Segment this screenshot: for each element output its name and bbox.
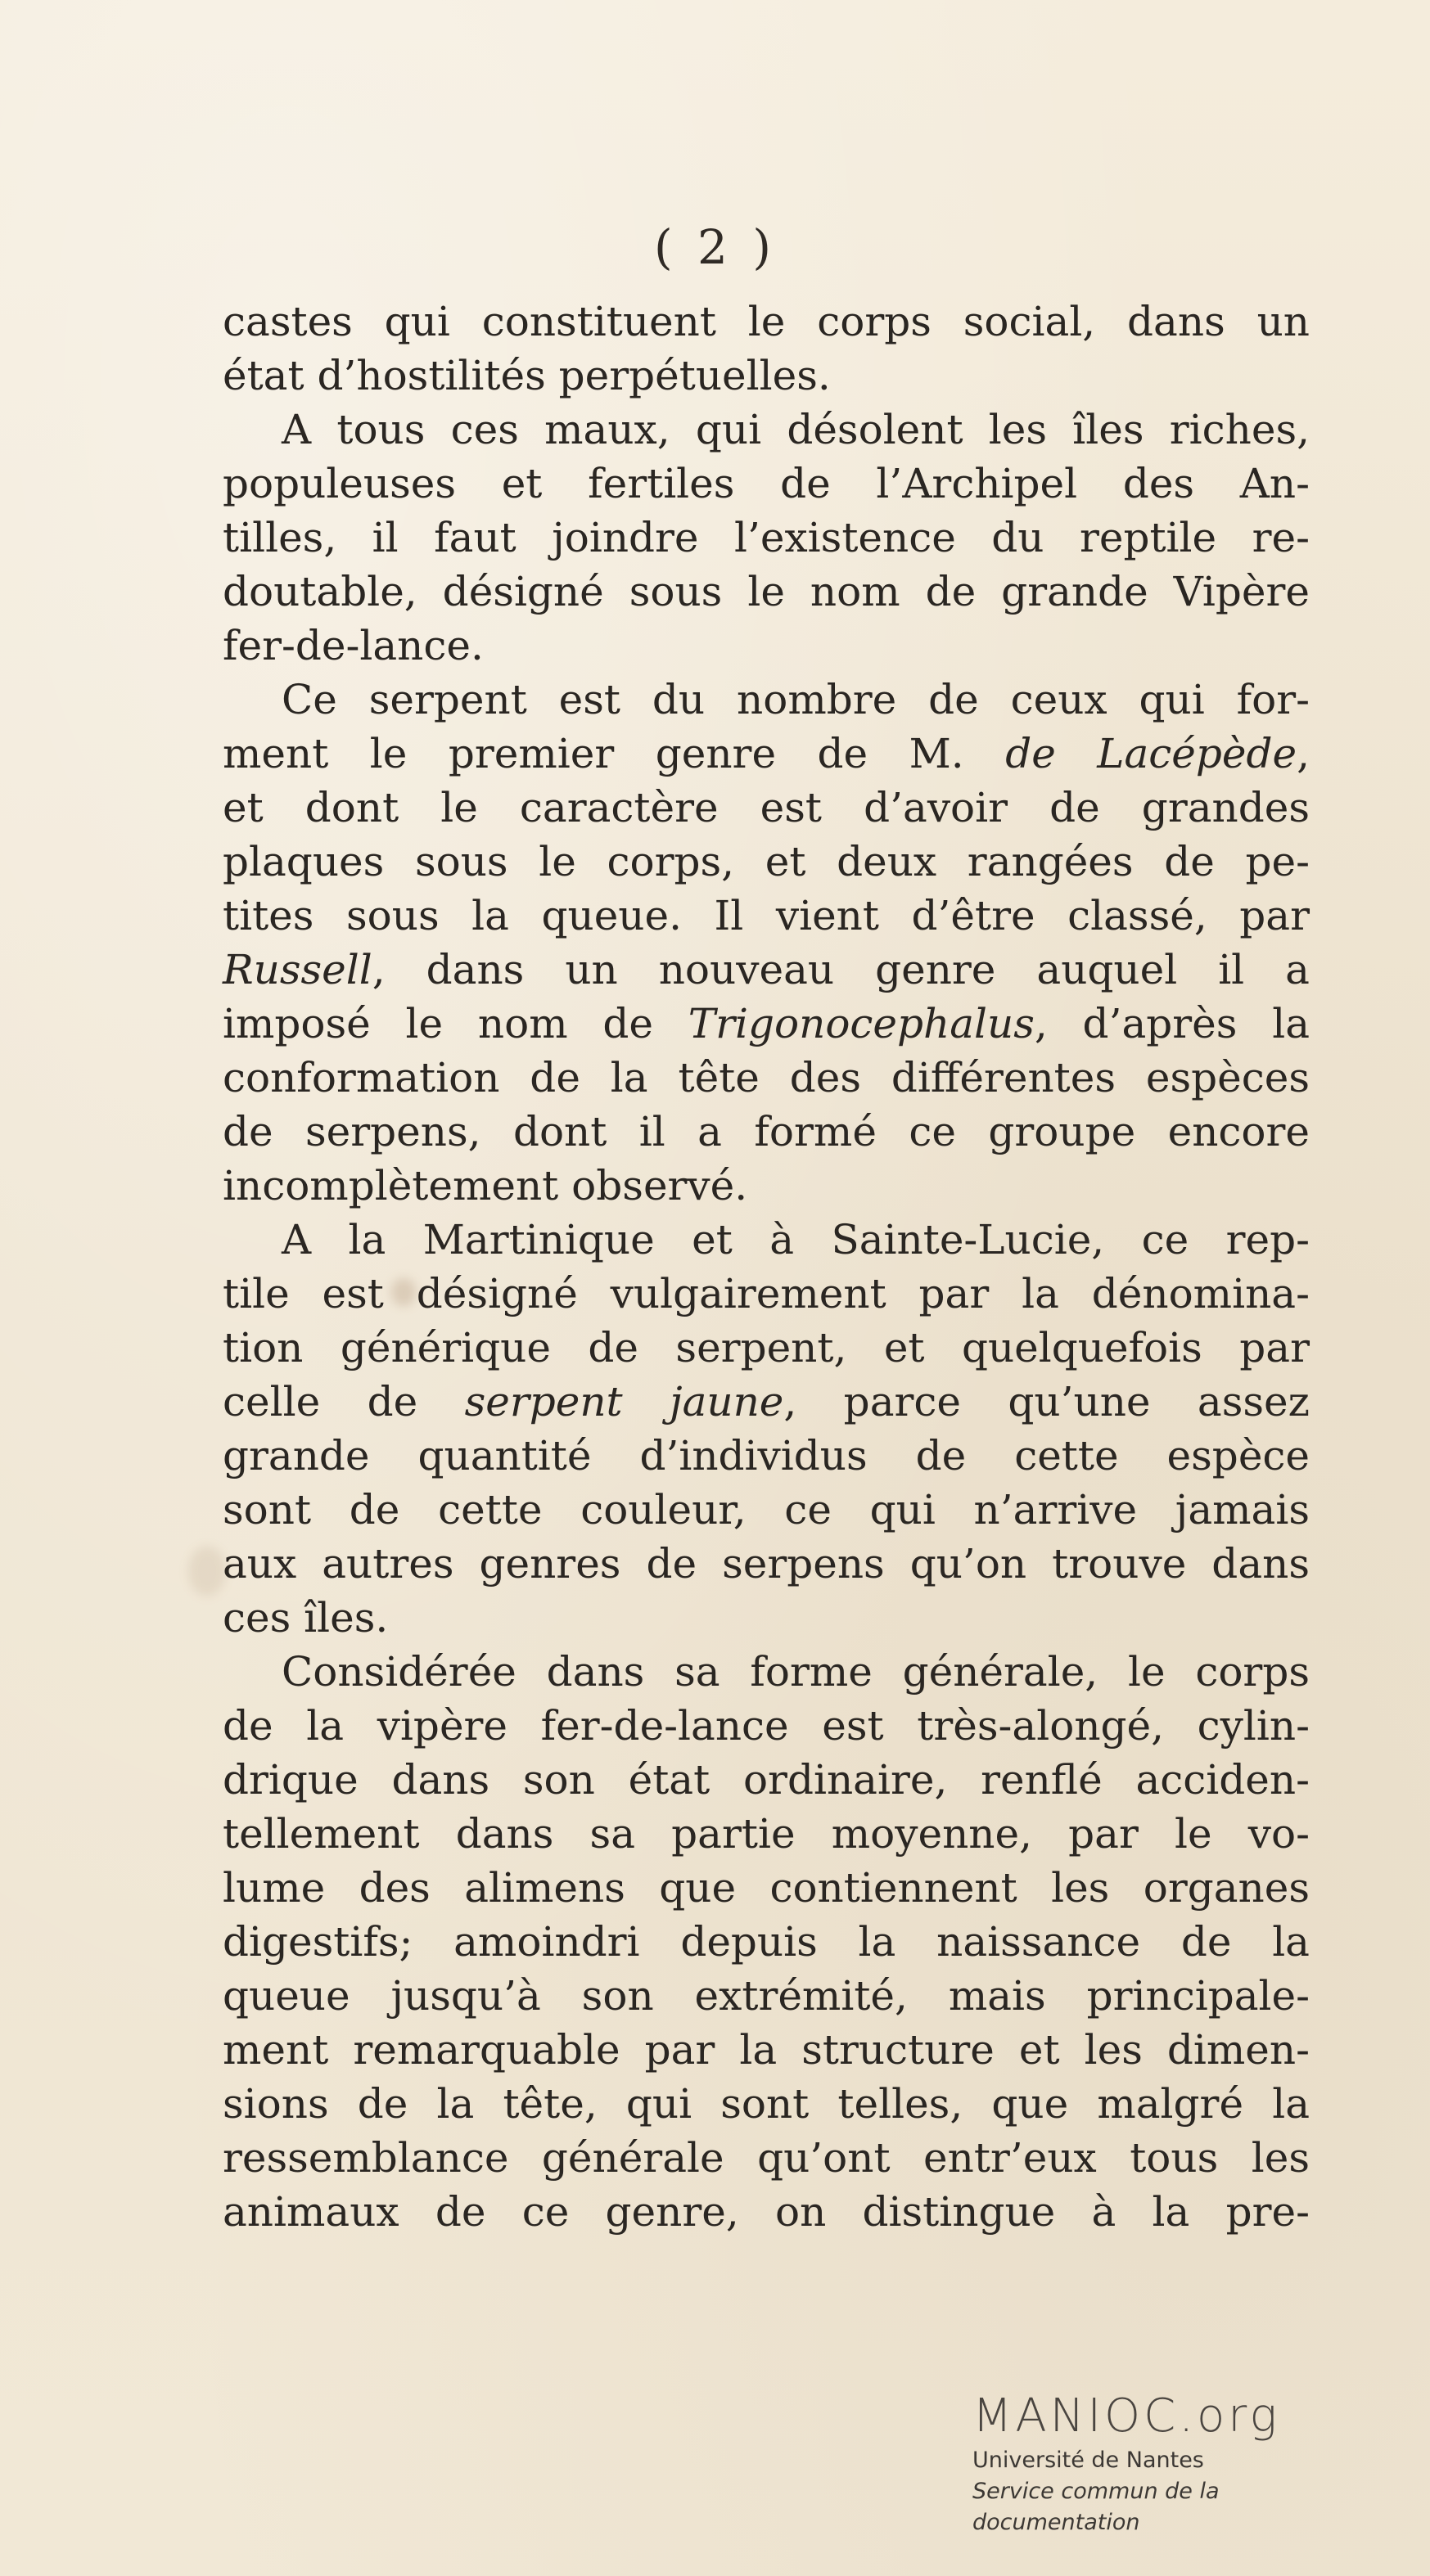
text-line: tilles, il faut joindre l’existence du reptile re- (223, 514, 1310, 561)
manioc-logo (972, 2388, 1382, 2538)
text-line: ressemblance générale qu’ont entr’eux tous les (223, 2134, 1310, 2182)
text-line: de serpens, dont il a formé ce groupe encore (223, 1108, 1310, 1155)
text-line: de la vipère fer-de-lance est très-alongé, cylin- (223, 1702, 1310, 1750)
text-line: tile est désigné vulgairement par la dénomina- (223, 1270, 1310, 1317)
text-line: tites sous la queue. Il vient d’être classé, par (223, 892, 1310, 939)
logo-institution: Université de Nantes (972, 2448, 1204, 2473)
text-line: Ce serpent est du nombre de ceux qui for- (282, 676, 1310, 723)
ink-stain (188, 1547, 226, 1596)
text-line: A la Martinique et à Sainte-Lucie, ce rep- (282, 1216, 1310, 1263)
text-line: ment remarquable par la structure et les dimen- (223, 2026, 1310, 2074)
text-line: état d’hostilités perpétuelles. (223, 352, 831, 399)
text-line: celle de serpent jaune, parce qu’une assez (223, 1378, 1310, 1425)
page-number: ( 2 ) (653, 219, 777, 275)
body-text (223, 295, 1310, 2239)
text-line: incomplètement observé. (223, 1162, 748, 1209)
text-line: ces îles. (223, 1594, 389, 1642)
text-line: drique dans son état ordinaire, renflé acciden- (223, 1756, 1310, 1804)
text-line: doutable, désigné sous le nom de grande Vipère (223, 568, 1310, 615)
text-line: et dont le caractère est d’avoir de grandes (223, 784, 1310, 831)
text-line: lume des alimens que contiennent les organes (223, 1864, 1310, 1912)
text-line: imposé le nom de Trigonocephalus, d’après la (223, 1000, 1310, 1047)
text-line: plaques sous le corps, et deux rangées de pe- (223, 838, 1310, 885)
text-line: digestifs; amoindri depuis la naissance de la (223, 1918, 1310, 1966)
italic-term: serpent jaune (464, 1378, 784, 1425)
italic-term: Russell (223, 946, 372, 993)
italic-term: de Lacépède (1005, 730, 1297, 777)
logo-wordmark: MANIOC.org (972, 2389, 1280, 2443)
text-line: sont de cette couleur, ce qui n’arrive jamais (223, 1486, 1310, 1533)
text-line: grande quantité d’individus de cette espèce (223, 1432, 1310, 1479)
text-line: populeuses et fertiles de l’Archipel des An- (223, 460, 1310, 507)
text-line: Considérée dans sa forme générale, le corps (282, 1648, 1310, 1696)
text-line: queue jusqu’à son extrémité, mais principale- (223, 1972, 1310, 2020)
text-line: conformation de la tête des différentes espèces (223, 1054, 1310, 1101)
italic-term: Trigonocephalus (688, 1000, 1035, 1047)
text-line: aux autres genres de serpens qu’on trouve dans (223, 1540, 1310, 1587)
text-line: ment le premier genre de M. de Lacépède, (223, 730, 1310, 777)
text-line: tion générique de serpent, et quelquefois par (223, 1324, 1310, 1371)
text-line: fer-de-lance. (223, 622, 484, 669)
text-line: sions de la tête, qui sont telles, que malgré la (223, 2080, 1310, 2128)
text-line: castes qui constituent le corps social, dans un (223, 298, 1310, 345)
text-line: animaux de ce genre, on distingue à la pre- (223, 2188, 1310, 2236)
text-line: Russell, dans un nouveau genre auquel il a (223, 946, 1310, 993)
text-line: tellement dans sa partie moyenne, par le vo- (223, 1810, 1310, 1858)
text-line: A tous ces maux, qui désolent les îles riches, (282, 406, 1310, 453)
logo-service: Service commun de la documentation (972, 2479, 1220, 2535)
